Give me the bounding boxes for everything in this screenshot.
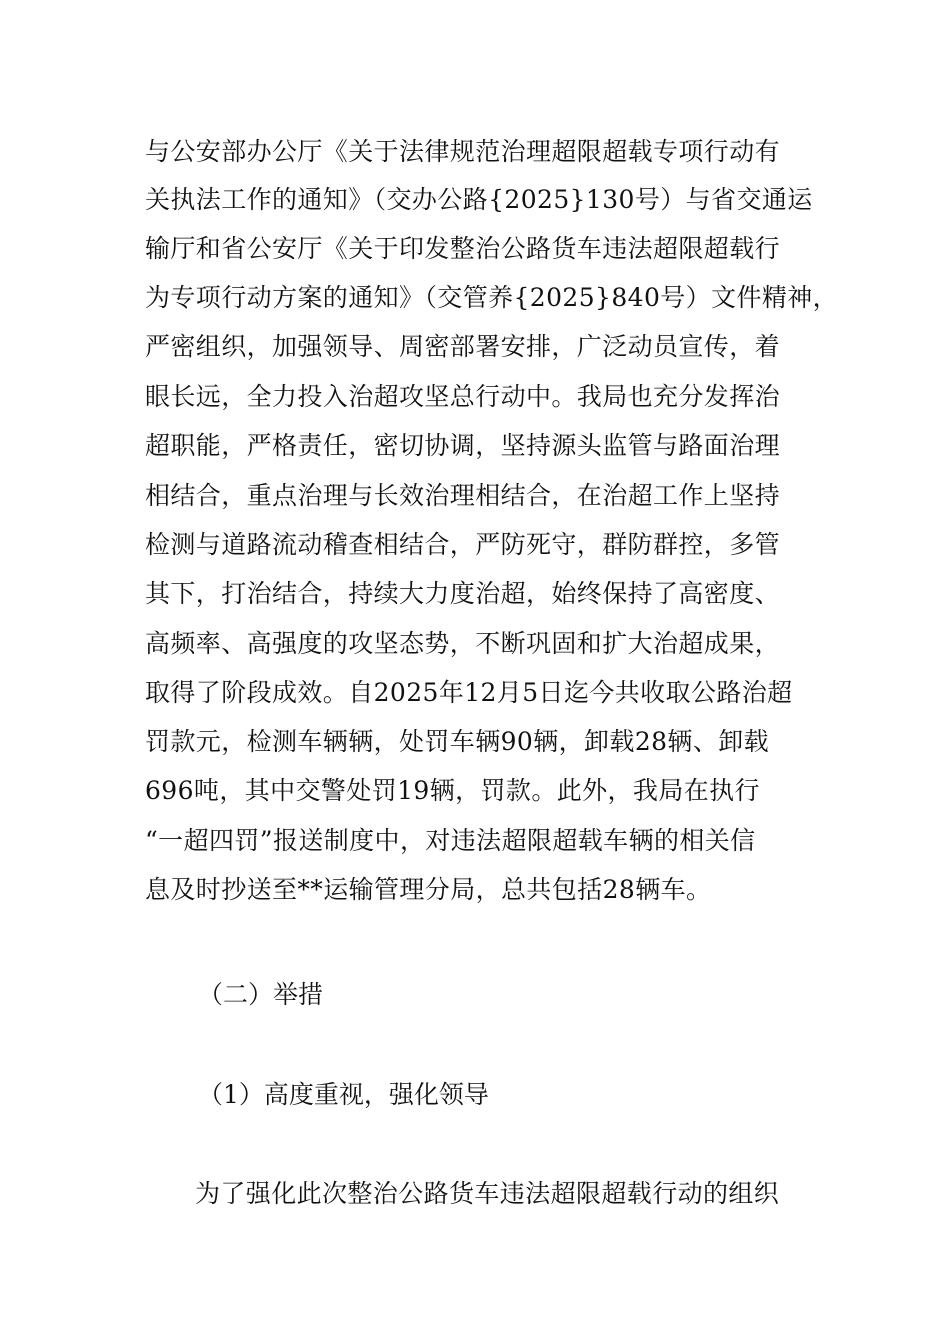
paragraph-line-2: 关执法工作的通知》（交办公路{2025}130号）与省交通运 [145, 185, 813, 214]
paragraph-line-8: 相结合，重点治理与长效治理相结合，在治超工作上坚持 [145, 481, 781, 510]
paragraph-line-3: 输厅和省公安厅《关于印发整治公路货车违法超限超载行 [145, 234, 781, 263]
next-paragraph-line-1: 为了强化此次整治公路货车违法超限超载行动的组织 [195, 1179, 780, 1208]
paragraph-line-7: 超职能，严格责任，密切协调，坚持源头监管与路面治理 [145, 431, 781, 460]
subsection-heading: （1）高度重视，强化领导 [198, 1080, 489, 1109]
paragraph-line-1: 与公安部办公厅《关于法律规范治理超限超载专项行动有 [145, 137, 781, 166]
paragraph-line-5: 严密组织，加强领导、周密部署安排，广泛动员宣传，着 [145, 332, 781, 361]
paragraph-line-15: “一超四罚”报送制度中，对违法超限超载车辆的相关信 [145, 826, 756, 855]
paragraph-line-16: 息及时抄送至**运输管理分局，总共包括28辆车。 [145, 875, 712, 904]
paragraph-line-13: 罚款元，检测车辆辆，处罚车辆90辆，卸载28辆、卸载 [145, 727, 770, 756]
paragraph-line-12: 取得了阶段成效。自2025年12月5日迄今共收取公路治超 [145, 678, 793, 707]
paragraph-line-6: 眼长远，全力投入治超攻坚总行动中。我局也充分发挥治 [145, 382, 781, 411]
section-heading: （二）举措 [198, 980, 324, 1009]
paragraph-line-9: 检测与道路流动稽查相结合，严防死守，群防群控，多管 [145, 530, 781, 559]
paragraph-line-11: 高频率、高强度的攻坚态势，不断巩固和扩大治超成果， [145, 629, 781, 658]
paragraph-line-10: 其下，打治结合，持续大力度治超，始终保持了高密度、 [145, 579, 781, 608]
paragraph-line-14: 696吨，其中交警处罚19辆，罚款。此外，我局在执行 [145, 776, 760, 805]
paragraph-line-4: 为专项行动方案的通知》（交管养{2025}840号）文件精神， [145, 283, 839, 312]
